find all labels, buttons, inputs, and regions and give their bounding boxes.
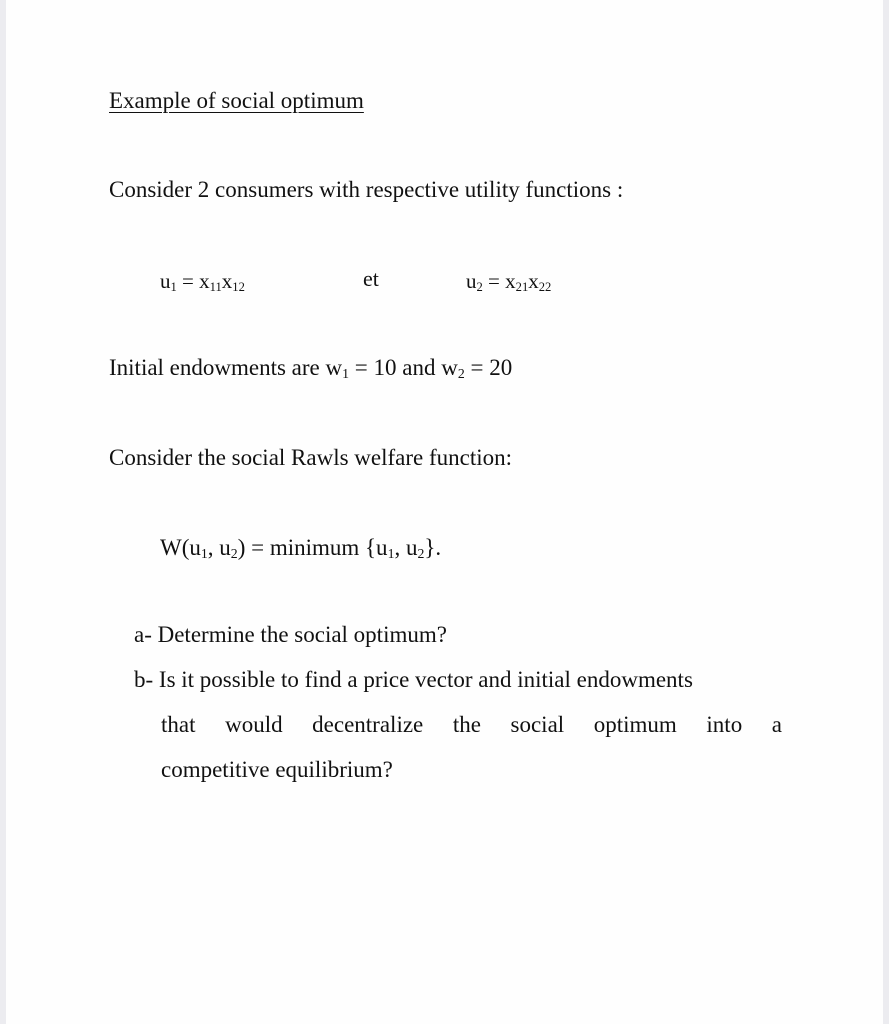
utility-function-2: $u_2 = x_{21}x_{22}$ — [466, 269, 552, 294]
page-title: Example of social optimum — [109, 88, 364, 113]
document-page — [6, 0, 883, 1024]
utility-function-1: $u_1 = x_{11}x_{12}$ — [160, 269, 245, 294]
question-b-line-2: that would decentralize the social optimum into a — [161, 712, 782, 737]
question-b-line-1: b- Is it possible to find a price vector and initial endowments — [134, 667, 693, 692]
intro-paragraph: Consider 2 consumers with respective utility functions : — [109, 177, 624, 202]
question-a: a- Determine the social optimum? — [134, 622, 447, 647]
endowments-paragraph: Initial endowments are $w_1 = 10$ and $w_2 = 20$ — [109, 355, 513, 382]
connector-word: et — [363, 266, 379, 291]
question-b-line-3: competitive equilibrium? — [161, 757, 393, 782]
welfare-function: $W(u_1$, $u_2$) = minimum {$u_1$, $u_2$}. — [160, 535, 442, 562]
welfare-intro-paragraph: Consider the social Rawls welfare function: — [109, 445, 513, 470]
